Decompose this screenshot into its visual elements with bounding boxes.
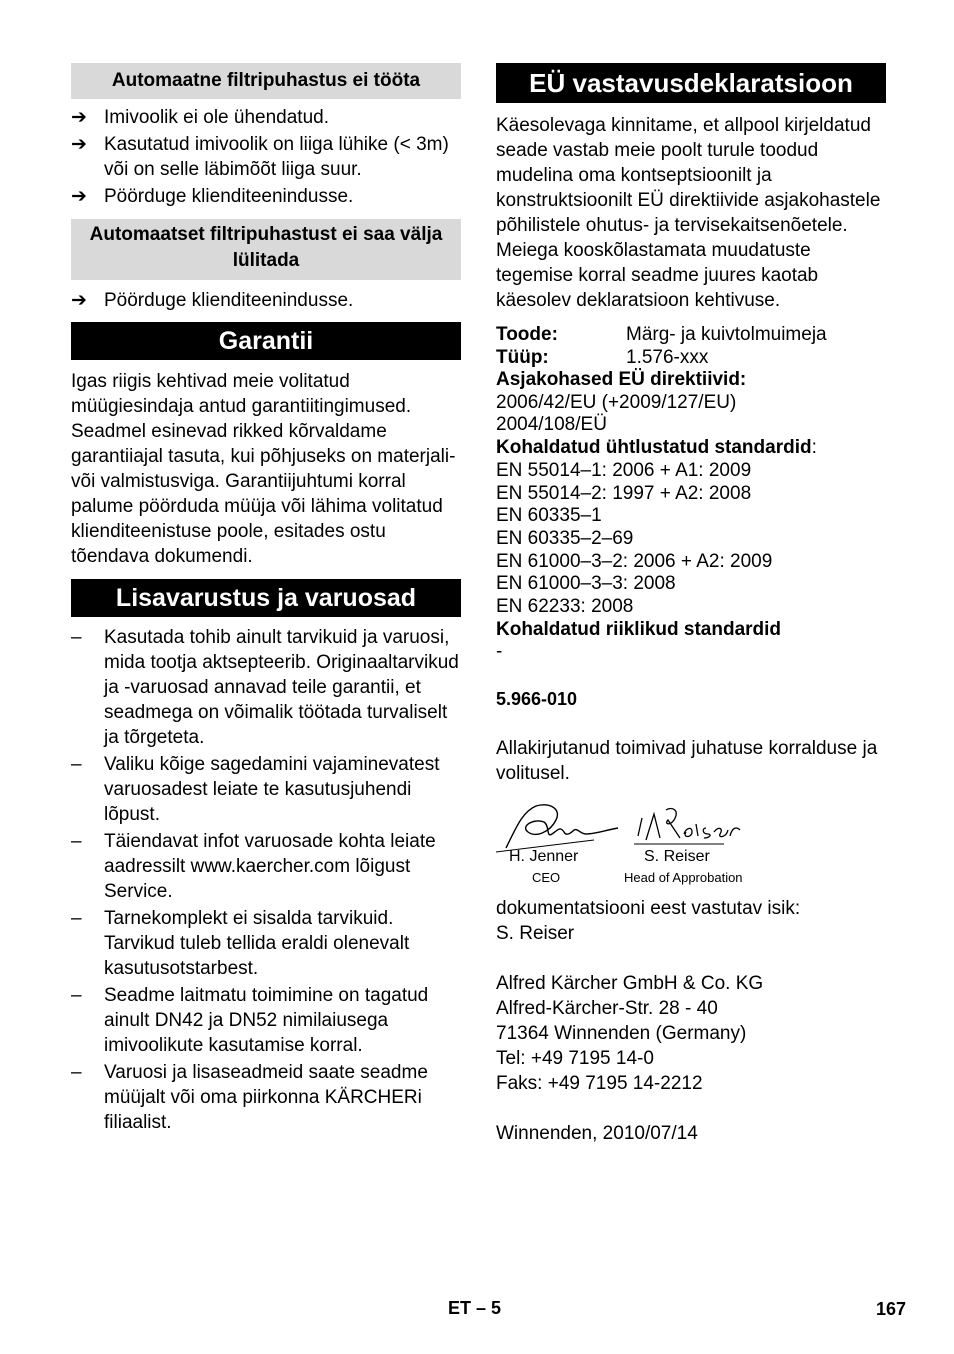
dash-bullet: – [71,1062,82,1083]
standard-item: EN 55014–2: 1997 + A2: 2008 [496,482,752,504]
signer-role: Head of Approbation [624,869,743,885]
signature-reiser [638,808,740,840]
warranty-text: Igas riigis kehtivad meie volitatud müügiesindaja antud garantiitingimused. Seadmel esinevad rikked kõrvaldame garantiiajal tasuta, kui põhjuseks on materjali- või valmistusviga. Garantiijuhtumi korral palume pöörduda müüja või lähima volitatud klienditeenistuse poole, esitades ostu tõendava dokumendi. [71,371,456,567]
footer-section-code: ET – 5 [448,1298,502,1318]
arrow-right-icon: ➔ [71,290,87,311]
national-standards-label: Kohaldatud riiklikud standardid [496,618,782,640]
list-item: – Varuosi ja lisaseadmeid saate seadme müüjalt või oma piirkonna KÄRCHERi filiaalist. [71,1062,428,1133]
declaration-heading: EÜ vastavusdeklaratsioon [496,63,886,103]
warranty-heading: Garantii [71,322,461,360]
filter-cleaning-fails-list [71,105,461,209]
standard-item: EN 60335–1 [496,505,602,527]
filter-cleaning-switch-off-list [71,288,461,313]
dash-bullet: – [71,627,82,648]
arrow-right-icon: ➔ [71,134,87,155]
standard-item: EN 61000–3–2: 2006 + A2: 2009 [496,550,773,572]
list-item: ➔ Pöörduge klienditeenindusse. [71,290,354,311]
signed-text: Allakirjutanud toimivad juhatuse korralduse ja volitusel. [496,737,878,784]
list-item: – Valiku kõige sagedamini vajaminevatest varuosadest leiate te kasutusjuhendi lõpust. [71,754,440,825]
left-column [71,63,461,1137]
responsible-person: dokumentatsiooni eest vastutav isik: S. Reiser [496,897,801,944]
dash-bullet: – [71,985,82,1006]
document-number: 5.966-010 [496,689,578,710]
list-item: – Seadme laitmatu toimimine on tagatud ainult DN42 ja DN52 nimilaiusega imivoolikute kasutamise korral. [71,985,429,1056]
section-heading-filter-cleaning-cannot-switch-off: Automaatset filtripuhastust ei saa välja lülitada [71,219,461,280]
signer-name: S. Reiser [644,847,710,865]
list-item: – Kasutada tohib ainult tarvikuid ja varuosi, mida tootja aktsepteerib. Originaaltarvikud ja -varuosad annavad teile garantii, et seadmega on võimalik töötada turvaliselt ja tõrgeteta. [71,627,459,748]
accessories-heading: Lisavarustus ja varuosad [71,579,461,617]
list-item: ➔ Pöörduge klienditeenindusse. [71,186,354,207]
dash-bullet: – [71,908,82,929]
arrow-right-icon: ➔ [71,186,87,207]
type-row: Tüüp: 1.576-xxx [496,347,709,368]
section-heading-filter-cleaning-fails: Automaatne filtripuhastus ei tööta [71,63,461,99]
dash-bullet: – [71,831,82,852]
place-date: Winnenden, 2010/07/14 [496,1122,698,1144]
right-column [496,63,886,1146]
directive-item: 2006/42/EU (+2009/127/EU) [496,391,737,413]
dash-bullet: – [71,754,82,775]
list-item: – Täiendavat infot varuosade kohta leiate aadressilt www.kaercher.com lõigust Service. [71,831,436,902]
signer-name: H. Jenner [509,847,579,865]
standard-item: EN 62233: 2008 [496,596,634,618]
harmonized-standards-label: Kohaldatud ühtlustatud standardid: [496,437,817,459]
list-item: – Tarnekomplekt ei sisalda tarvikuid. Tarvikud tuleb tellida eraldi olenevalt kasutusotstarbest. [71,908,410,979]
standard-item: EN 61000–3–3: 2008 [496,573,676,595]
signer-role: CEO [532,869,561,885]
list-item: ➔ Kasutatud imivoolik on liiga lühike (< 3m) või on selle läbimõõt liiga suur. [71,134,449,180]
product-row: Toode: Märg- ja kuivtolmuimeja [496,324,827,345]
national-standards-value: - [496,641,503,663]
standard-item: EN 55014–1: 2006 + A1: 2009 [496,459,752,481]
product-info [496,323,886,664]
declaration-intro: Käesolevaga kinnitame, et allpool kirjeldatud seade vastab meie poolt turule toodud mudelina oma kontseptsioonilt ja konstruktsioonilt EÜ direktiivide asjakohastele põhilistele ohutus- ja tervisekaitsenõetele. Meiega kooskõlastamata muudatuste tegemise korral seadme juures kaotab käesolev deklaratsioon kehtivuse. [496,115,881,311]
arrow-right-icon: ➔ [71,107,87,128]
signature-block [496,800,886,886]
company-address: Alfred Kärcher GmbH & Co. KG Alfred-Kärcher-Str. 28 - 40 71364 Winnenden (Germany) Tel: +49 7195 14-0 Faks: +49 7195 14-2212 [496,972,764,1094]
accessories-list [71,625,461,1135]
directives-label: Asjakohased EÜ direktiivid: [496,369,747,390]
page-number: 167 [876,1299,907,1319]
list-item: ➔ Imivoolik ei ole ühendatud. [71,107,329,128]
signature-jenner [506,805,618,848]
directive-item: 2004/108/EÜ [496,414,607,436]
standard-item: EN 60335–2–69 [496,527,634,549]
